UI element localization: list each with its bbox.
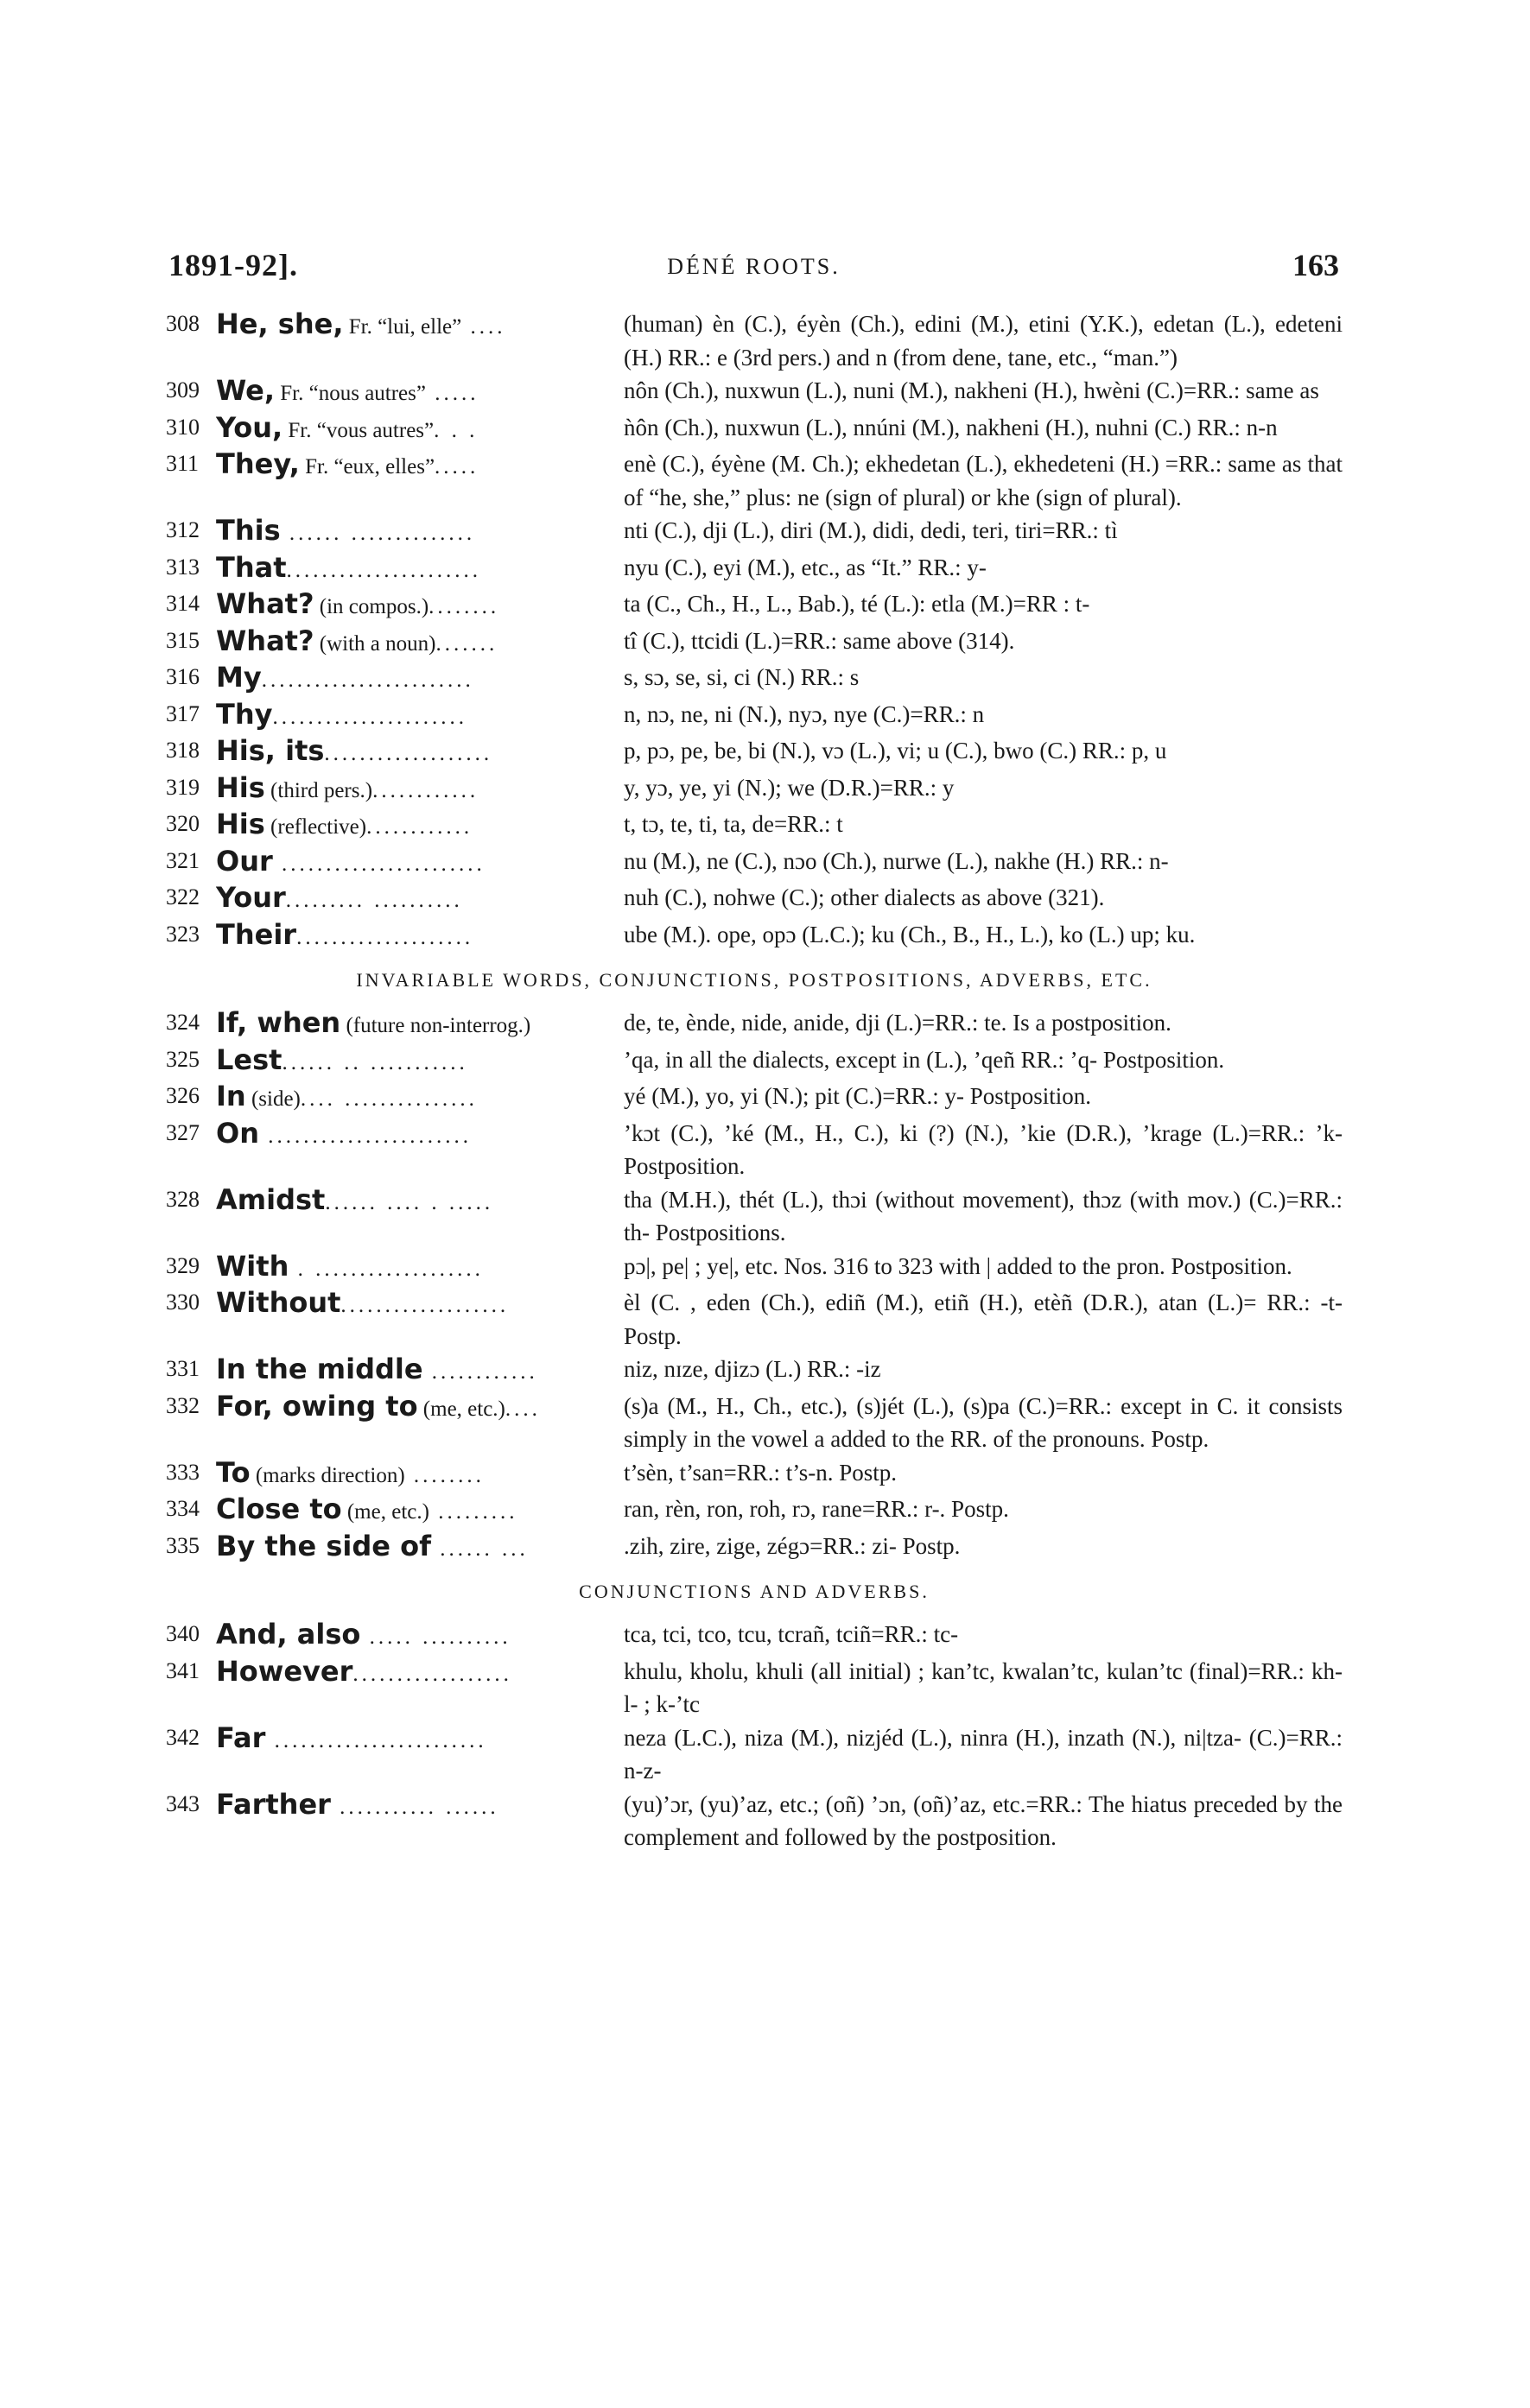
- entry-number: 331: [166, 1356, 200, 1381]
- dene-forms: enè (C.), éyène (M. Ch.); ekhedetan (L.), ekhedeteni (H.) =RR.: same as that of “he, she,” plus: ne (sign of plural) or khe (sign of plural).: [624, 451, 1343, 510]
- entry-number: 315: [166, 627, 200, 653]
- dene-forms: (yu)’ɔr, (yu)’az, etc.; (oñ) ’ɔn, (oñ)’az, etc.=RR.: The hiatus preceded by the complement and followed by the postposition.: [624, 1790, 1343, 1850]
- entry-number: 311: [166, 451, 200, 476]
- vocabulary-entry: [166, 1353, 1343, 1390]
- entry-term: [216, 1390, 624, 1427]
- dene-forms: tha (M.H.), thét (L.), thɔi (without movement), thɔz (with mov.) (C.)=RR.: th- Postpositions.: [624, 1186, 1343, 1245]
- entry-term: [216, 661, 624, 698]
- entry-number: 333: [166, 1459, 200, 1485]
- word-note: Fr. “vous autres”: [283, 418, 435, 442]
- dene-forms: ube (M.). ope, opɔ (L.C.); ku (Ch., B., H., L.), ko (L.) up; ku.: [624, 921, 1196, 947]
- vocabulary-entry: [166, 1788, 1343, 1854]
- entry-number: 326: [166, 1083, 200, 1108]
- leader-dots: .....: [425, 382, 479, 405]
- running-header: [168, 247, 1339, 299]
- vocabulary-entry: [166, 1286, 1343, 1353]
- dene-forms: neza (L.C.), niza (M.), nizjéd (L.), ninra (H.), inzath (N.), ni|tza- (C.)=RR.: n-z-: [624, 1724, 1343, 1784]
- english-word: By the side of: [216, 1529, 431, 1562]
- leader-dots: ...................: [324, 742, 493, 765]
- dene-forms: nu (M.), ne (C.), nɔo (Ch.), nurwe (L.), nakhe (H.) RR.: n-: [624, 847, 1169, 874]
- vocabulary-entry: [166, 661, 1343, 698]
- vocabulary-list: [166, 307, 1343, 1854]
- entry-number: 343: [166, 1790, 200, 1816]
- english-word: On: [216, 1116, 259, 1150]
- leader-dots: ........... ......: [330, 1795, 499, 1819]
- leader-dots: ....................: [296, 925, 474, 949]
- leader-dots: ........: [404, 1463, 485, 1487]
- dene-forms: de, te, ènde, nide, anide, dji (L.)=RR.: te. Is a postposition.: [624, 1010, 1171, 1036]
- vocabulary-entry: [166, 1530, 1343, 1567]
- dene-forms: yé (M.), yo, yi (N.); pit (C.)=RR.: y- Postposition.: [624, 1083, 1091, 1109]
- english-word: Close to: [216, 1492, 342, 1525]
- entry-term: [216, 1183, 624, 1220]
- leader-dots: ....: [505, 1397, 541, 1421]
- english-word: However: [216, 1654, 353, 1688]
- vocabulary-entry: [166, 1390, 1343, 1456]
- dene-forms: ran, rèn, ron, roh, rɔ, rane=RR.: r-. Postp.: [624, 1496, 1009, 1522]
- english-word: Our: [216, 844, 273, 878]
- english-word: For, owing to: [216, 1389, 418, 1423]
- entry-term: [216, 1250, 624, 1287]
- english-word: If, when: [216, 1006, 341, 1039]
- leader-dots: ...... .. ...........: [282, 1050, 468, 1074]
- english-word: With: [216, 1249, 289, 1283]
- entry-number: 310: [166, 414, 200, 440]
- english-word: What?: [216, 587, 314, 620]
- vocabulary-entry: [166, 447, 1343, 514]
- vocabulary-entry: [166, 1456, 1343, 1493]
- dene-forms: t, tɔ, te, ti, ta, de=RR.: t: [624, 811, 843, 837]
- word-note: (marks direction): [250, 1463, 405, 1487]
- dene-forms: (human) èn (C.), éyèn (Ch.), edini (M.), etini (Y.K.), edetan (L.), edeteni (H.) RR.: e (3rd pers.) and n (from dene, tane, etc., “man.”): [624, 311, 1343, 371]
- vocabulary-entry: [166, 698, 1343, 735]
- word-note: (side): [245, 1087, 301, 1111]
- leader-dots: .....: [435, 455, 479, 478]
- english-word: His, its: [216, 734, 325, 767]
- entry-number: 323: [166, 921, 200, 947]
- english-word: My: [216, 661, 262, 694]
- entry-term: [216, 845, 624, 882]
- entry-number: 313: [166, 554, 200, 580]
- leader-dots: ............: [366, 815, 473, 839]
- english-word: That: [216, 550, 287, 584]
- word-note: Fr. “eux, elles”: [299, 455, 435, 478]
- dene-forms: niz, nɪze, djizɔ (L.) RR.: -iz: [624, 1356, 881, 1382]
- entry-number: 329: [166, 1252, 200, 1278]
- entry-number: 330: [166, 1290, 200, 1315]
- vocabulary-entry: [166, 808, 1343, 845]
- english-word: His: [216, 770, 265, 804]
- vocabulary-entry: [166, 1492, 1343, 1530]
- vocabulary-entry: [166, 1006, 1343, 1043]
- leader-dots: ........: [429, 595, 500, 618]
- leader-dots: ..... ..........: [360, 1625, 511, 1649]
- english-word: To: [216, 1455, 251, 1489]
- dene-forms: nuh (C.), nohwe (C.); other dialects as above (321).: [624, 884, 1105, 910]
- entry-number: 332: [166, 1392, 200, 1418]
- entry-number: 340: [166, 1621, 200, 1646]
- dene-forms: nyu (C.), eyi (M.), etc., as “It.” RR.: y-: [624, 554, 987, 580]
- leader-dots: ...... ..............: [280, 522, 476, 545]
- section-heading: INVARIABLE WORDS, CONJUNCTIONS, POSTPOSITIONS, ADVERBS, ETC.: [356, 969, 1152, 991]
- english-word: Lest: [216, 1042, 283, 1076]
- entry-number: 317: [166, 700, 200, 726]
- vocabulary-entry: [166, 587, 1343, 624]
- leader-dots: ....: [461, 315, 506, 339]
- entry-term: [216, 307, 624, 345]
- entry-number: 320: [166, 811, 200, 836]
- english-word: Far: [216, 1720, 266, 1754]
- dene-forms: p, pɔ, pe, be, bi (N.), vɔ (L.), vi; u (C.), bwo (C.) RR.: p, u: [624, 738, 1167, 764]
- english-word: Without: [216, 1286, 341, 1319]
- leader-dots: ........................: [261, 669, 474, 692]
- entry-term: [216, 881, 624, 918]
- entry-term: [216, 1286, 624, 1323]
- word-note: Fr. “lui, elle”: [343, 315, 462, 339]
- vocabulary-entry: [166, 771, 1343, 808]
- entry-number: 312: [166, 517, 200, 542]
- english-word: Their: [216, 917, 297, 951]
- vocabulary-entry: [166, 1080, 1343, 1117]
- vocabulary-entry: [166, 374, 1343, 411]
- dene-forms: tî (C.), ttcidi (L.)=RR.: same above (314).: [624, 627, 1015, 654]
- dene-forms: ta (C., Ch., H., L., Bab.), té (L.): etla (M.)=RR : t-: [624, 591, 1090, 617]
- header-date: 1891-92].: [168, 248, 298, 282]
- entry-term: [216, 1006, 624, 1043]
- vocabulary-entry: [166, 734, 1343, 771]
- entry-term: [216, 411, 624, 448]
- leader-dots: ............: [372, 778, 479, 802]
- entry-term: [216, 808, 624, 845]
- leader-dots: . ...................: [289, 1257, 484, 1281]
- word-note: (with a noun): [314, 631, 436, 656]
- entry-term: [216, 698, 624, 735]
- entry-term: [216, 1721, 624, 1758]
- entry-number: 328: [166, 1186, 200, 1212]
- vocabulary-entry: [166, 514, 1343, 551]
- dene-forms: pɔ|, pe| ; ye|, etc. Nos. 316 to 323 with | added to the pron. Postposition.: [624, 1252, 1292, 1279]
- entry-term: [216, 1080, 624, 1117]
- vocabulary-entry: [166, 918, 1343, 955]
- dene-forms: n, nɔ, ne, ni (N.), nyɔ, nye (C.)=RR.: n: [624, 700, 985, 727]
- entry-number: 324: [166, 1010, 200, 1035]
- english-word: This: [216, 514, 281, 547]
- vocabulary-entry: [166, 881, 1343, 918]
- entry-number: 342: [166, 1724, 200, 1750]
- english-word: In the middle: [216, 1353, 423, 1385]
- vocabulary-entry: [166, 624, 1343, 662]
- entry-term: [216, 734, 624, 771]
- entry-number: 335: [166, 1532, 200, 1558]
- entry-term: [216, 374, 624, 411]
- entry-term: [216, 1456, 624, 1493]
- dene-forms: ’kɔt (C.), ’ké (M., H., C.), ki (?) (N.), ’kie (D.R.), ’krage (L.)=RR.: ’k- Postposition.: [624, 1119, 1343, 1179]
- english-word: He, she,: [216, 307, 344, 340]
- dene-forms: y, yɔ, ye, yi (N.); we (D.R.)=RR.: y: [624, 774, 955, 801]
- leader-dots: . . .: [434, 418, 479, 442]
- leader-dots: ..................: [352, 1662, 512, 1686]
- header-title: DÉNÉ ROOTS.: [667, 254, 841, 279]
- vocabulary-entry: [166, 1250, 1343, 1287]
- entry-number: 341: [166, 1657, 200, 1683]
- entry-term: [216, 587, 624, 624]
- vocabulary-entry: [166, 551, 1343, 588]
- leader-dots: ...... .... . .....: [325, 1190, 494, 1214]
- entry-term: [216, 918, 624, 955]
- entry-number: 308: [166, 311, 200, 336]
- dene-forms: t’sèn, t’san=RR.: t’s-n. Postp.: [624, 1459, 898, 1486]
- vocabulary-entry: [166, 1117, 1343, 1183]
- english-word: His: [216, 808, 265, 840]
- entry-term: [216, 514, 624, 551]
- leader-dots: ...... ...: [430, 1537, 529, 1561]
- leader-dots: ........................: [265, 1728, 487, 1752]
- entry-term: [216, 1788, 624, 1825]
- vocabulary-entry: [166, 845, 1343, 882]
- vocabulary-entry: [166, 1618, 1343, 1655]
- dene-forms: nti (C.), dji (L.), diri (M.), didi, dedi, teri, tiri=RR.: tì: [624, 517, 1118, 543]
- entry-term: [216, 551, 624, 588]
- word-note: Fr. “nous autres”: [275, 382, 426, 405]
- leader-dots: ............: [422, 1360, 538, 1384]
- dene-forms: (s)a (M., H., Ch., etc.), (s)jét (L.), (s)pa (C.)=RR.: except in C. it consists simply in the vowel a added to the RR. of the pronouns. Postp.: [624, 1392, 1343, 1452]
- english-word: We,: [216, 374, 276, 407]
- entry-term: [216, 1117, 624, 1154]
- entry-number: 314: [166, 591, 200, 616]
- leader-dots: .......: [435, 631, 498, 656]
- dene-forms: s, sɔ, se, si, ci (N.) RR.: s: [624, 664, 860, 690]
- leader-dots: ...................: [340, 1294, 510, 1317]
- word-note: (third pers.): [264, 778, 373, 802]
- english-word: In: [216, 1080, 246, 1112]
- word-note: (me, etc.): [417, 1397, 505, 1421]
- section-heading: CONJUNCTIONS AND ADVERBS.: [579, 1581, 930, 1602]
- entry-term: [216, 1492, 624, 1530]
- entry-term: [216, 1655, 624, 1692]
- leader-dots: ......................: [286, 558, 481, 582]
- dene-forms: nôn (Ch.), nuxwun (L.), nuni (M.), nakheni (H.), hwèni (C.)=RR.: same as: [624, 377, 1319, 403]
- vocabulary-entry: [166, 1183, 1343, 1250]
- entry-number: 334: [166, 1496, 200, 1521]
- english-word: And, also: [216, 1618, 361, 1651]
- word-note: (reflective): [264, 815, 367, 839]
- dene-forms: èl (C. , eden (Ch.), ediñ (M.), etiñ (H.), etèñ (D.R.), atan (L.)= RR.: -t- Postp.: [624, 1290, 1343, 1349]
- entry-number: 321: [166, 847, 200, 873]
- page-number: 163: [1292, 248, 1339, 282]
- dene-forms: khulu, kholu, khuli (all initial) ; kan’tc, kwalan’tc, kulan’tc (final)=RR.: kh-l- ; k-’tc: [624, 1657, 1343, 1717]
- english-word: Thy: [216, 697, 273, 731]
- entry-number: 322: [166, 884, 200, 909]
- entry-number: 318: [166, 738, 200, 763]
- leader-dots: ......................: [272, 705, 467, 729]
- dene-forms: ǹôn (Ch.), nuxwun (L.), nnúni (M.), nakheni (H.), nuhni (C.) RR.: n-n: [624, 414, 1278, 440]
- leader-dots: .........: [429, 1500, 518, 1524]
- dene-forms: ’qa, in all the dialects, except in (L.), ’qeñ RR.: ’q- Postposition.: [624, 1046, 1225, 1073]
- entry-term: [216, 771, 624, 808]
- entry-term: [216, 1353, 624, 1390]
- dene-forms: tca, tci, tco, tcu, tcrañ, tciñ=RR.: tc-: [624, 1621, 959, 1647]
- leader-dots: ......... ..........: [285, 889, 463, 912]
- entry-number: 319: [166, 774, 200, 800]
- word-note: (in compos.): [314, 595, 429, 618]
- dene-forms: .zih, zire, zige, zégɔ=RR.: zi- Postp.: [624, 1532, 961, 1559]
- leader-dots: .... ...............: [300, 1087, 478, 1111]
- entry-number: 327: [166, 1119, 200, 1145]
- word-note: (me, etc.): [341, 1500, 429, 1524]
- english-word: They,: [216, 447, 300, 480]
- leader-dots: .......................: [258, 1124, 472, 1148]
- english-word: Your: [216, 881, 286, 914]
- english-word: You,: [216, 410, 283, 444]
- leader-dots: .......................: [272, 852, 486, 876]
- entry-number: 309: [166, 377, 200, 402]
- english-word: Amidst: [216, 1182, 326, 1216]
- vocabulary-entry: [166, 307, 1343, 374]
- vocabulary-entry: [166, 411, 1343, 448]
- vocabulary-entry: [166, 1043, 1343, 1080]
- entry-term: [216, 1043, 624, 1080]
- entry-term: [216, 1530, 624, 1567]
- entry-term: [216, 447, 624, 485]
- word-note: (future non-interrog.): [340, 1014, 531, 1037]
- vocabulary-entry: [166, 1655, 1343, 1721]
- entry-number: 325: [166, 1046, 200, 1072]
- entry-term: [216, 1618, 624, 1655]
- english-word: Farther: [216, 1787, 331, 1821]
- entry-term: [216, 624, 624, 662]
- english-word: What?: [216, 624, 314, 657]
- entry-number: 316: [166, 664, 200, 689]
- vocabulary-entry: [166, 1721, 1343, 1788]
